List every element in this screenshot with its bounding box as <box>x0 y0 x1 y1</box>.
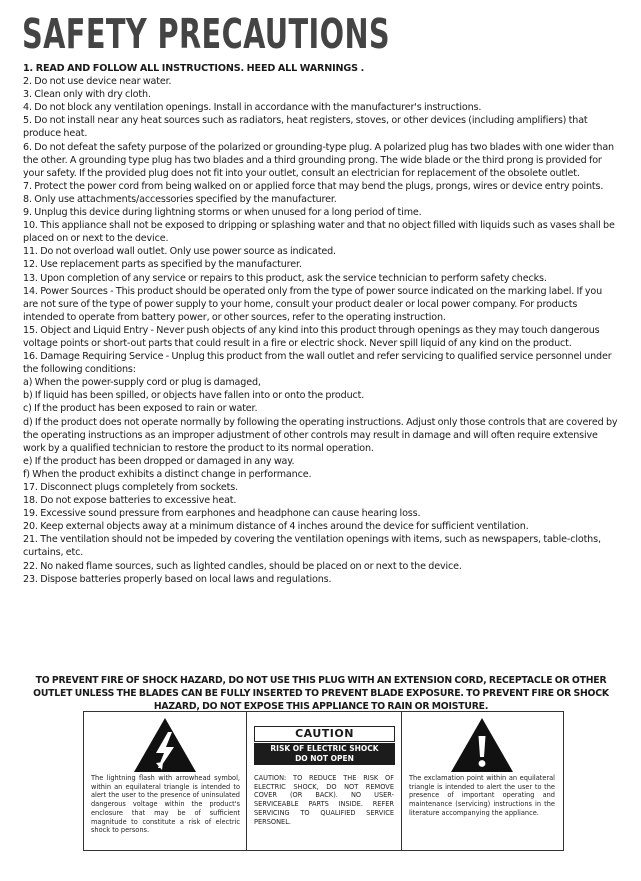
instruction-item: 11. Do not overload wall outlet. Only use power source as indicated. <box>23 246 336 258</box>
instruction-item: 22. No naked flame sources, such as lighted candles, should be placed on or next to the device. <box>23 560 462 572</box>
lightning-symbol-section <box>84 712 247 850</box>
lightning-symbol-caption: The lightning flash with arrowhead symbol, within an equilateral triangle is intended to alert the user to the presence of uninsulated dangerous voltage within the product's enclosure that may be of sufficient magnitude to constitute a risk of electric shock to persons. <box>91 774 240 835</box>
instruction-item: a) When the power-supply cord or plug is damaged, <box>23 377 261 389</box>
instruction-item: 3. Clean only with dry cloth. <box>23 89 151 101</box>
caution-caption: CAUTION: TO REDUCE THE RISK OF ELECTRIC SHOCK, DO NOT REMOVE COVER (OR BACK). NO USER-SERVICEABLE PARTS INSIDE. REFER SERVICING TO QUALIFIED SERVICE PERSONEL. <box>254 774 394 826</box>
instruction-item: 17. Disconnect plugs completely from sockets. <box>23 482 239 493</box>
instruction-item: 6. Do not defeat the safety purpose of the polarized or grounding-type plug. A polarized plug has two blades with one wider than the other. A grounding type plug has two blades and a third grounding prong. The wide blade or the third prong is provided for your safety. If the provided plug does not fit into your outlet, consult an electrician for replacement of the obsolete outlet. <box>23 141 614 179</box>
caution-do-not-open: DO NOT OPEN <box>295 754 354 763</box>
instruction-item: b) If liquid has been spilled, or objects have fallen into or onto the product. <box>23 390 365 402</box>
exclamation-symbol-section <box>402 712 562 850</box>
shock-hazard-warning: TO PREVENT FIRE OF SHOCK HAZARD, DO NOT USE THIS PLUG WITH AN EXTENSION CORD, RECEPTACLE OR OTHER OUTLET UNLESS THE BLADES CAN BE FULLY INSERTED TO PREVENT BLADE EXPOSURE. TO PREVENT FIRE OR SHOCK HAZARD, DO NOT EXPOSE THIS APPLIANCE TO RAIN OR MOISTURE. <box>33 675 609 713</box>
safety-symbols-panel <box>83 711 564 851</box>
caution-risk-line: RISK OF ELECTRIC SHOCK <box>270 744 379 753</box>
caution-risk-bar <box>254 743 395 765</box>
instruction-item: 13. Upon completion of any service or repairs to this product, ask the service technician to perform safety checks. <box>23 272 547 284</box>
instruction-item: 14. Power Sources - This product should be operated only from the type of power source indicated on the marking label. If you are not sure of the type of power supply to your home, consult your product dealer or local power company. For products intended to operate from battery power, or other sources, refer to the operating instruction. <box>23 285 603 323</box>
page-title: SAFETY PRECAUTIONS <box>22 10 391 58</box>
instruction-item: 8. Only use attachments/accessories specified by the manufacturer. <box>23 193 337 205</box>
instruction-item: 16. Damage Requiring Service - Unplug this product from the wall outlet and refer servicing to qualified service personnel under the following conditions: <box>23 351 612 376</box>
caution-heading: CAUTION <box>254 726 395 742</box>
instruction-item: c) If the product has been exposed to rain or water. <box>23 403 258 415</box>
instruction-item: 12. Use replacement parts as specified by the manufacturer. <box>23 259 302 271</box>
instruction-item: 9. Unplug this device during lightning storms or when unused for a long period of time. <box>23 207 422 219</box>
exclamation-symbol-caption: The exclamation point within an equilateral triangle is intended to alert the user to the presence of important operating and maintenance (servicing) instructions in the literature accompanying the appliance. <box>409 774 555 817</box>
instruction-item: 7. Protect the power cord from being walked on or applied force that may bend the plugs, prongs, wires or device entry points. <box>23 180 604 192</box>
instruction-item: 1. READ AND FOLLOW ALL INSTRUCTIONS. HEED ALL WARNINGS . <box>23 63 365 74</box>
instruction-item: 23. Dispose batteries properly based on local laws and regulations. <box>23 573 332 585</box>
instruction-item: 18. Do not expose batteries to excessive heat. <box>23 495 237 507</box>
lightning-triangle-icon <box>132 716 198 774</box>
instruction-item: 19. Excessive sound pressure from earphones and headphone can cause hearing loss. <box>23 508 421 520</box>
instruction-item: 21. The ventilation should not be impeded by covering the ventilation openings with items, such as newspapers, table-cloths, curtains, etc. <box>23 534 601 559</box>
instruction-item: 2. Do not use device near water. <box>23 76 172 88</box>
instruction-item: e) If the product has been dropped or damaged in any way. <box>23 455 295 467</box>
instruction-item: 20. Keep external objects away at a minimum distance of 4 inches around the device for sufficient ventilation. <box>23 521 529 533</box>
instruction-item: f) When the product exhibits a distinct change in performance. <box>23 468 312 480</box>
instruction-list <box>23 62 618 586</box>
instruction-item: d) If the product does not operate normally by following the operating instructions. Adjust only those controls that are covered by the operating instructions as an improper adjustment of other controls may result in damage and will often require extensive work by a qualified technician to restore the product to its normal operation. <box>23 416 618 454</box>
instruction-item: 4. Do not block any ventilation openings. Install in accordance with the manufacturer's instructions. <box>23 102 482 114</box>
instruction-item: 15. Object and Liquid Entry - Never push objects of any kind into this product through openings as they may touch dangerous voltage points or short-out parts that could result in a fire or electric shock. Never spill liquid of any kind on the product. <box>23 324 600 349</box>
instruction-item: 10. This appliance shall not be exposed to dripping or splashing water and that no object filled with liquids such as vases shall be placed on or next to the device. <box>23 220 615 245</box>
instruction-item: 5. Do not install near any heat sources such as radiators, heat registers, stoves, or other devices (including amplifiers) that produce heat. <box>23 115 588 140</box>
caution-section <box>247 712 402 850</box>
exclamation-triangle-icon <box>449 716 515 774</box>
